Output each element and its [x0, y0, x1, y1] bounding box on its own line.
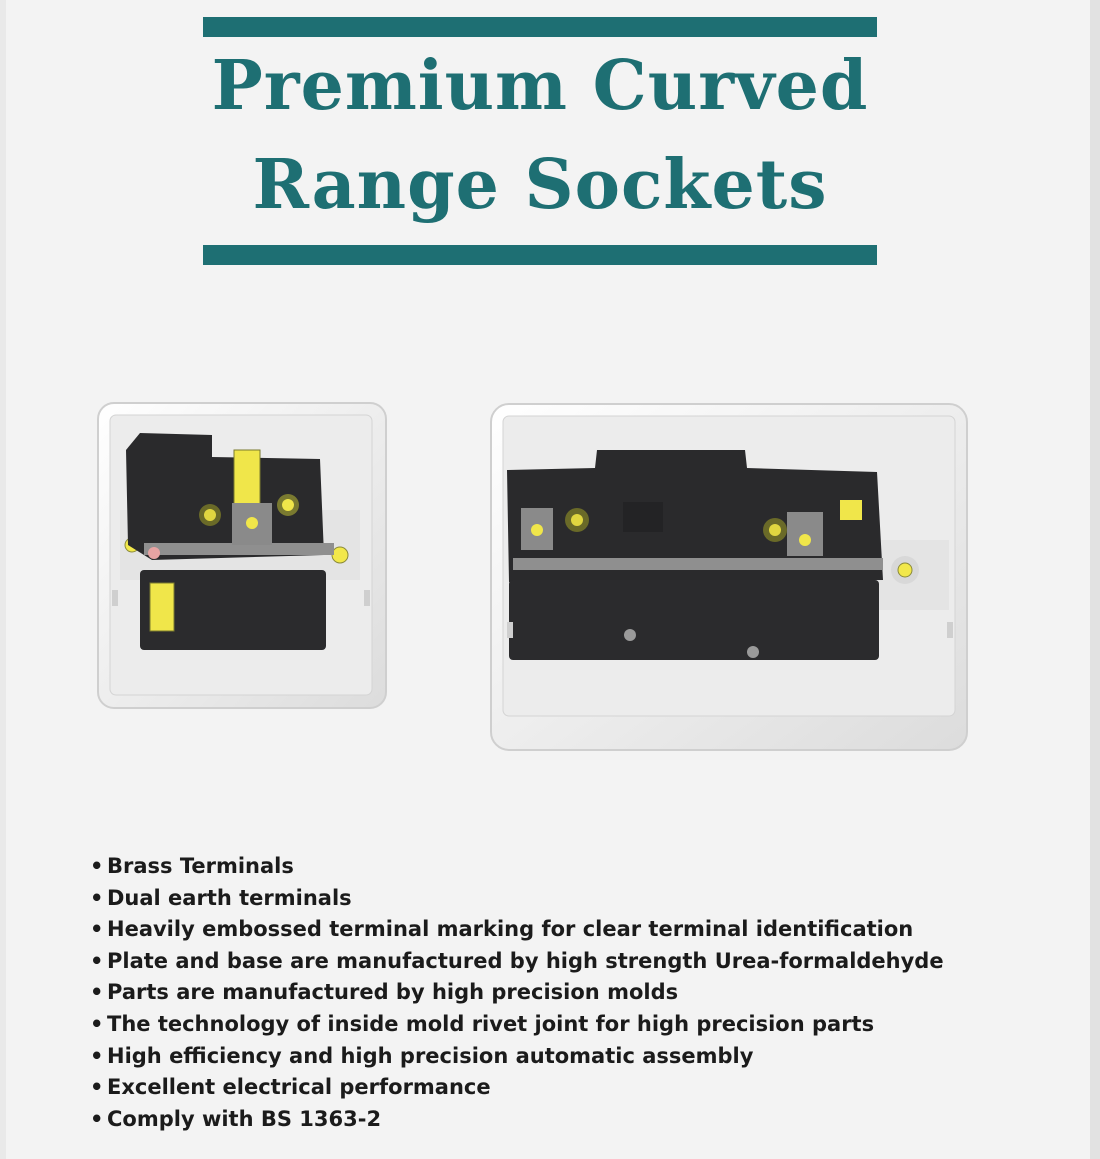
bullet: • — [90, 980, 104, 1005]
feature-item — [90, 883, 944, 915]
bullet: • — [90, 917, 104, 942]
feature-text: Brass Terminals — [107, 854, 294, 878]
feature-text: Plate and base are manufactured by high strength Urea-formaldehyde — [107, 948, 944, 973]
title-rule-top — [203, 17, 877, 37]
feature-text: Excellent electrical performance — [107, 1075, 491, 1100]
feature-text: Comply with BS 1363-2 — [107, 1106, 382, 1131]
bullet: • — [90, 1106, 104, 1131]
feature-text: Heavily embossed terminal marking for clear terminal identification — [107, 917, 914, 942]
feature-text: Dual earth terminals — [107, 885, 352, 910]
bullet: • — [90, 885, 104, 910]
page-edge — [1090, 0, 1100, 1159]
bullet: • — [90, 854, 104, 878]
feature-item — [90, 914, 944, 946]
page-title-line-2: Range Sockets — [252, 145, 828, 225]
feature-item — [90, 1041, 944, 1073]
bullet: • — [90, 1043, 104, 1068]
feature-item — [90, 977, 944, 1009]
feature-text: Parts are manufactured by high precision molds — [107, 980, 679, 1005]
bullet: • — [90, 948, 104, 973]
double-socket-image — [485, 390, 975, 760]
feature-text: High efficiency and high precision automatic assembly — [107, 1043, 754, 1068]
page-title-line-1: Premium Curved — [211, 46, 869, 126]
title-rule-bottom — [203, 245, 877, 265]
feature-item — [90, 851, 944, 883]
feature-text: The technology of inside mold rivet joint for high precision parts — [107, 1011, 875, 1036]
bullet: • — [90, 1011, 104, 1036]
feature-item — [90, 1009, 944, 1041]
single-socket-image — [92, 395, 392, 715]
bullet: • — [90, 1075, 104, 1100]
feature-list — [90, 851, 944, 1135]
feature-item — [90, 1072, 944, 1104]
feature-item — [90, 1104, 944, 1136]
feature-item — [90, 946, 944, 978]
